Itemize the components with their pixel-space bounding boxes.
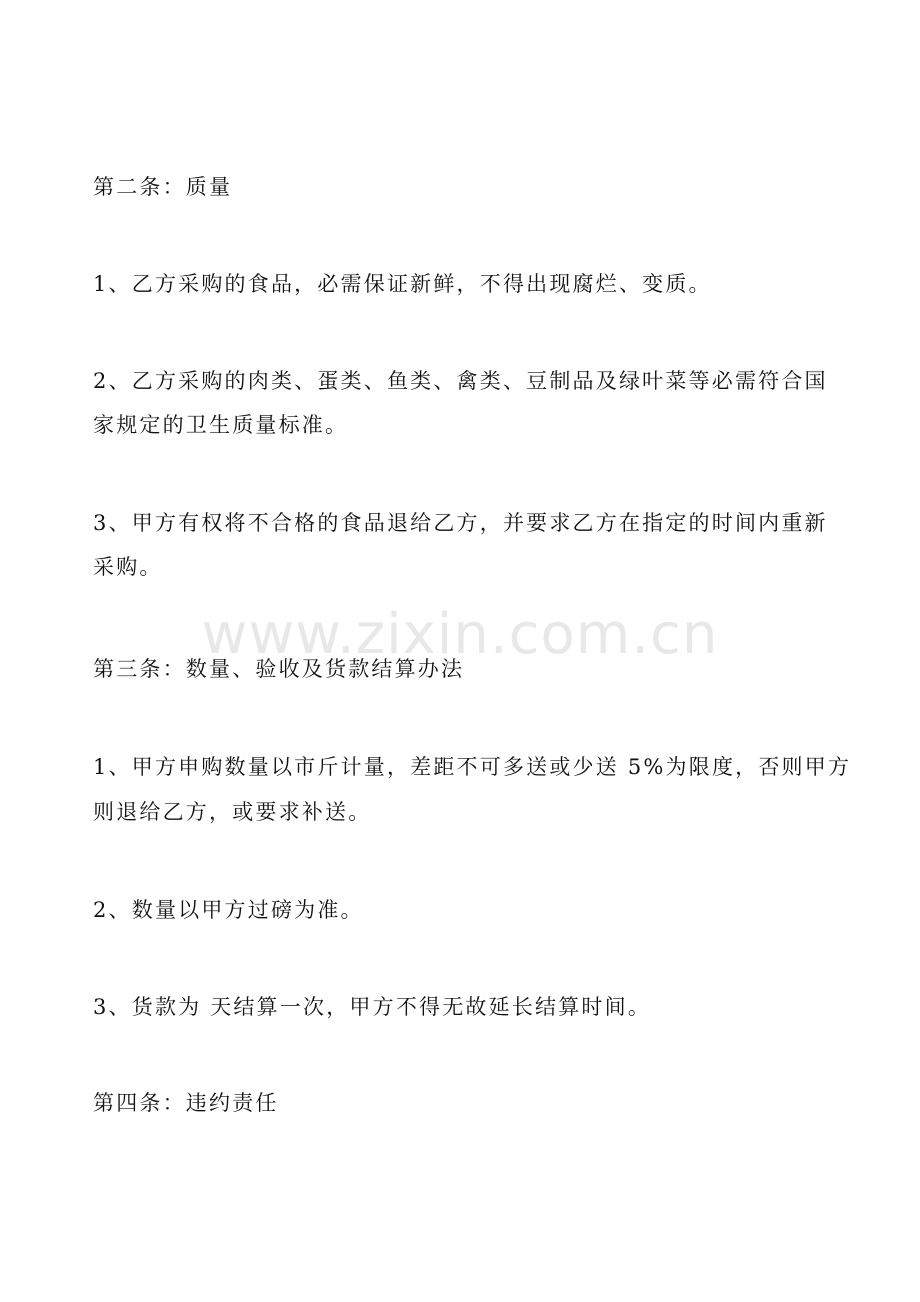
section-2-item-1: 1、乙方采购的食品，必需保证新鲜，不得出现腐烂、变质。 [93, 272, 712, 296]
section-3-item-3: 3、货款为 天结算一次，甲方不得无故延长结算时间。 [93, 995, 652, 1019]
section-2-item-3-line-1: 3、甲方有权将不合格的食品退给乙方，并要求乙方在指定的时间内重新 [93, 511, 828, 535]
section-4-heading: 第四条：违约责任 [93, 1091, 279, 1115]
section-2-item-2-line-1: 2、乙方采购的肉类、蛋类、鱼类、禽类、豆制品及绿叶菜等必需符合国 [93, 369, 828, 393]
watermark: www.zixin.com.cn [201, 602, 719, 667]
section-2-item-2-line-2: 家规定的卫生质量标准。 [93, 413, 349, 437]
section-3-item-2: 2、数量以甲方过磅为准。 [93, 898, 364, 922]
section-3-item-1-line-1: 1、甲方申购数量以市斤计量，差距不可多送或少送 5%为限度，否则甲方 [93, 755, 852, 779]
section-3-heading: 第三条：数量、验收及货款结算办法 [93, 657, 465, 681]
section-2-heading: 第二条：质量 [93, 175, 233, 199]
section-2-item-3-line-2: 采购。 [93, 555, 163, 579]
section-3-item-1-line-2: 则退给乙方，或要求补送。 [93, 800, 372, 824]
